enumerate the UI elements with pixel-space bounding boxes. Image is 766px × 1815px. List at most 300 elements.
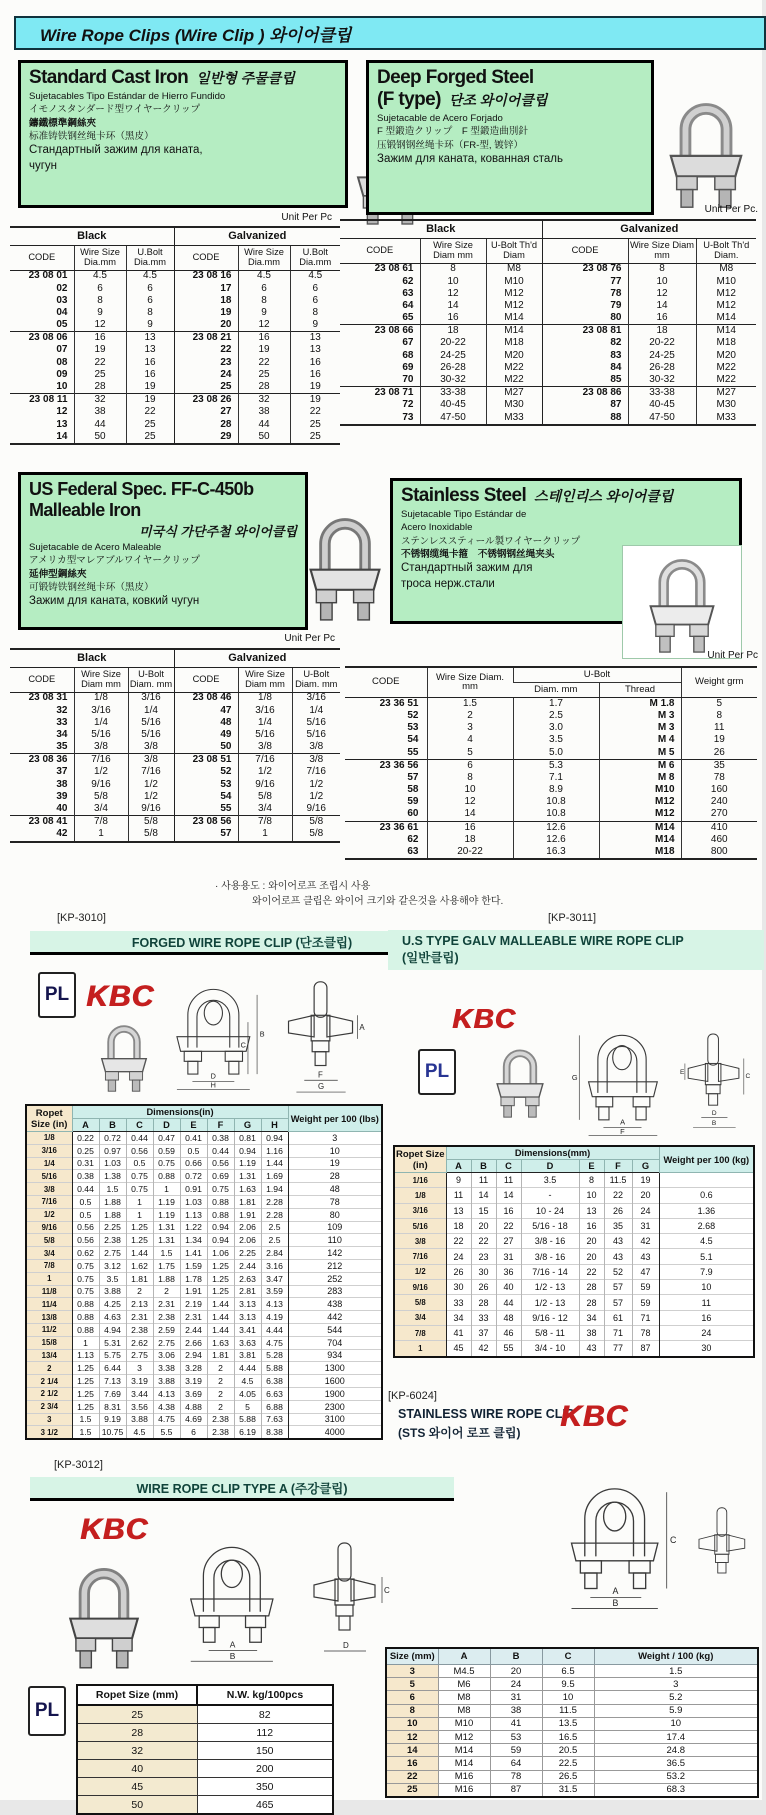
table-cell: M8 xyxy=(438,1691,490,1704)
table-cell: 3.81 xyxy=(234,1349,261,1362)
dim-label: G xyxy=(318,1082,325,1092)
table-cell: 11 xyxy=(496,1173,521,1188)
stainless-line: Sujetacable Tipo Estándar de xyxy=(401,509,527,520)
stainless-line: Стандартный зажим для xyxy=(401,562,533,575)
table-cell: 0.6 xyxy=(659,1188,754,1203)
table-row xyxy=(26,1400,382,1413)
table-cell: 1.69 xyxy=(261,1170,288,1183)
table-row xyxy=(394,1341,754,1357)
table-cell: 4.5 xyxy=(290,270,340,283)
table-cell: 19 xyxy=(74,345,126,357)
table-cell: 8 xyxy=(290,307,340,319)
table-row xyxy=(10,332,340,345)
table-cell: 5/16 xyxy=(292,717,340,729)
table-cell: 44 xyxy=(238,419,290,431)
usage-note-line2: 와이어로프 클립은 와이어 크기와 같은것을 사용해야 한다. xyxy=(252,896,504,907)
table-cell: 23 08 16 xyxy=(174,270,238,283)
wire-clip-image xyxy=(662,85,750,215)
table-row xyxy=(394,1218,754,1233)
table-cell: 87 xyxy=(490,1783,542,1797)
table-cell: 78 xyxy=(632,1325,659,1340)
table-cell: 1/2 xyxy=(238,767,292,779)
table-row xyxy=(26,1349,382,1362)
table-cell: 23 36 51 xyxy=(379,697,419,709)
table-cell: 4.5 xyxy=(126,270,174,283)
col-header: N.W. kg/100pcs xyxy=(197,1685,333,1705)
table-cell: 2.38 xyxy=(207,1426,234,1439)
dim-label: A xyxy=(229,1639,236,1650)
table-cell: 10 xyxy=(628,276,696,288)
kp3012-photo xyxy=(56,1554,152,1672)
table-cell: 3/8 xyxy=(394,1234,446,1249)
table-row xyxy=(26,1362,382,1375)
table-cell: 1/2 xyxy=(128,791,174,803)
table-cell: 45 xyxy=(446,1341,471,1357)
table-cell: 2.31 xyxy=(126,1311,153,1324)
table-cell: M33 xyxy=(486,412,542,425)
table-cell: 40 xyxy=(56,803,68,815)
table-cell: 23 36 56 xyxy=(345,759,427,772)
table-cell: 78 xyxy=(288,1195,382,1208)
table-cell: 41 xyxy=(490,1717,542,1730)
group-header: Galvanized xyxy=(542,220,756,239)
table-cell: 50 xyxy=(174,741,238,754)
table-cell: 9 xyxy=(446,1173,471,1188)
table-row xyxy=(10,779,340,791)
dim-label: B xyxy=(259,1029,265,1039)
deep-forged-line: 压锻钢钢丝绳卡环（FR-型, 镀锌） xyxy=(377,139,524,151)
table-cell: 20 xyxy=(490,1665,542,1678)
table-cell: 22 xyxy=(446,1234,471,1249)
table-cell: M8 xyxy=(438,1704,490,1717)
table-cell: M16 xyxy=(438,1783,490,1797)
table-cell: 9/16 xyxy=(292,803,340,816)
table-row xyxy=(394,1203,754,1218)
table-cell: 57 xyxy=(604,1280,632,1295)
table-cell: 34 xyxy=(579,1310,604,1325)
table-cell: 1.88 xyxy=(99,1208,126,1221)
table-cell: 02 xyxy=(56,282,68,294)
table-row xyxy=(340,362,756,374)
table-cell: 22 xyxy=(579,1264,604,1279)
col-header: Wire Size Diam mm xyxy=(238,668,292,693)
table-cell: 9/16 xyxy=(238,779,292,791)
table-cell: 08 xyxy=(56,356,68,368)
deep-forged-title-kr: 단조 와이어클립 xyxy=(448,92,548,108)
table-row xyxy=(345,834,757,846)
dim-letter: E xyxy=(579,1160,604,1173)
table-row xyxy=(340,374,756,387)
table-cell: 1.36 xyxy=(659,1203,754,1218)
table-cell: 5.75 xyxy=(99,1349,126,1362)
table-cell: - xyxy=(521,1188,579,1203)
table-row xyxy=(345,747,757,760)
table-cell: 23 36 61 xyxy=(345,821,427,834)
table-cell: 13/8 xyxy=(26,1311,72,1324)
table-cell: 3/4 xyxy=(26,1247,72,1260)
malleable-title2: Malleable Iron xyxy=(29,500,141,520)
table-cell: 03 xyxy=(56,294,68,306)
table-cell: 1/2 xyxy=(128,779,174,791)
table-cell: M 4 xyxy=(599,735,681,747)
table-cell: 2.68 xyxy=(659,1218,754,1233)
table-cell: 5/16 xyxy=(128,729,174,741)
table-cell: 23 08 26 xyxy=(174,394,238,407)
table-cell: 0.62 xyxy=(72,1247,99,1260)
table-cell: 16 xyxy=(628,312,696,325)
table-cell: 7/16 xyxy=(26,1195,72,1208)
table-cell: 5/8 xyxy=(394,1295,446,1310)
col-header: CODE xyxy=(345,667,427,697)
table-cell: 3 xyxy=(26,1413,72,1426)
table-row xyxy=(345,772,757,784)
table-cell: 6.88 xyxy=(261,1400,288,1413)
table-cell: 68.3 xyxy=(594,1783,758,1797)
table-row xyxy=(386,1770,758,1783)
table-cell: 59 xyxy=(632,1280,659,1295)
table-cell: 22 xyxy=(604,1188,632,1203)
table-cell: 1.7 xyxy=(513,697,599,710)
table-row xyxy=(10,803,340,816)
table-cell: 0.75 xyxy=(207,1183,234,1196)
table-row xyxy=(77,1742,333,1760)
table-cell: 9 xyxy=(290,319,340,332)
kp3011-title-strip xyxy=(388,930,764,970)
table-cell: M10 xyxy=(599,784,681,796)
table-cell: 23 08 86 xyxy=(542,387,628,400)
table-cell: 1.5 xyxy=(594,1665,758,1678)
col-header: B xyxy=(490,1648,542,1665)
table-cell: 17.4 xyxy=(594,1730,758,1743)
col-header: CODE xyxy=(10,668,74,693)
table-cell: 4.5 xyxy=(234,1375,261,1388)
table-cell: 2 xyxy=(207,1375,234,1388)
table-cell: 1.5 xyxy=(153,1247,180,1260)
table-cell: 5 xyxy=(386,1678,438,1691)
kp3010-table xyxy=(25,1104,383,1440)
table-cell: 11 xyxy=(659,1295,754,1310)
table-cell: 0.31 xyxy=(72,1157,99,1170)
table-row xyxy=(340,263,756,276)
table-cell: M 3 xyxy=(599,710,681,722)
table-cell: 38 xyxy=(490,1704,542,1717)
table-cell: 5/8 xyxy=(26,1234,72,1247)
kp3011-front-drawing xyxy=(570,1018,674,1140)
table-cell: 15 xyxy=(471,1203,496,1218)
table-row xyxy=(340,400,756,412)
table-cell: 55 xyxy=(174,803,238,816)
table-cell: M 8 xyxy=(599,772,681,784)
table-cell: 0.75 xyxy=(72,1259,99,1272)
table-cell: 1.44 xyxy=(207,1298,234,1311)
table-row xyxy=(394,1295,754,1310)
table-cell: 0.44 xyxy=(72,1183,99,1196)
table-cell: 22 xyxy=(496,1218,521,1233)
table-row xyxy=(10,270,340,283)
table-cell: M8 xyxy=(696,263,756,276)
col-header: U.Bolt Dia.mm xyxy=(290,246,340,271)
table-row xyxy=(10,295,340,307)
table-cell: 1.88 xyxy=(153,1272,180,1285)
table-cell: 71 xyxy=(604,1325,632,1340)
table-cell: 10.8 xyxy=(513,809,599,822)
table-cell: 20.5 xyxy=(542,1744,594,1757)
table-cell: 4.13 xyxy=(153,1387,180,1400)
table-cell: 6.5 xyxy=(542,1665,594,1678)
table-cell: M14 xyxy=(438,1744,490,1757)
table-row xyxy=(340,288,756,300)
table-cell: 28 xyxy=(238,381,290,394)
table-cell: 8 xyxy=(579,1173,604,1188)
table-cell: 6.63 xyxy=(261,1387,288,1400)
table-cell: 2 1/2 xyxy=(26,1387,72,1400)
table-cell: 0.56 xyxy=(207,1157,234,1170)
table-cell: 2.81 xyxy=(234,1285,261,1298)
table-cell: 16 xyxy=(126,369,174,381)
table-cell: 50 xyxy=(238,431,290,444)
table-cell: 1.34 xyxy=(180,1234,207,1247)
pl-logo-text: PL xyxy=(424,1061,450,1082)
table-cell: 1.81 xyxy=(207,1349,234,1362)
table-cell: 59 xyxy=(407,796,419,808)
table-cell: 0.88 xyxy=(72,1323,99,1336)
table-cell: 3.59 xyxy=(261,1285,288,1298)
table-cell: 8 xyxy=(427,772,513,784)
table-cell: 2.94 xyxy=(180,1349,207,1362)
table-row xyxy=(77,1778,333,1796)
dim-letter: E xyxy=(180,1119,207,1132)
table-cell: 33 xyxy=(446,1295,471,1310)
table-cell: 442 xyxy=(288,1311,382,1324)
table-cell: 1/2 xyxy=(292,791,340,803)
table-cell: 1.44 xyxy=(261,1157,288,1170)
col-header: Wire Size Dia.mm xyxy=(238,246,290,271)
dim-letter: C xyxy=(126,1119,153,1132)
table-cell: M22 xyxy=(486,362,542,374)
table-cell: 28 xyxy=(77,1724,197,1742)
table-cell: 1.31 xyxy=(153,1234,180,1247)
table-cell: 64 xyxy=(402,299,414,311)
kp3012-label: [KP-3012] xyxy=(54,1459,103,1471)
group-header: Black xyxy=(10,227,174,246)
table-cell: 12 xyxy=(238,319,290,332)
table-cell: 1/8 xyxy=(394,1188,446,1203)
table-row xyxy=(26,1247,382,1260)
table-cell: 4.63 xyxy=(99,1311,126,1324)
table-row xyxy=(394,1249,754,1264)
table-cell: 3/8 xyxy=(292,741,340,754)
table-cell: M18 xyxy=(696,338,756,350)
table-cell: 2.75 xyxy=(99,1247,126,1260)
wire-clip-image xyxy=(56,1554,152,1672)
table-cell: 7/8 xyxy=(74,816,128,829)
table-cell: 9 xyxy=(74,307,126,319)
table-row xyxy=(10,741,340,754)
col-header: U-Bolt Th'd Diam. xyxy=(696,239,756,264)
table-cell: 68 xyxy=(402,349,414,361)
table-cell: 1.44 xyxy=(207,1323,234,1336)
table-row xyxy=(10,307,340,319)
table-row xyxy=(345,809,757,822)
table-cell: 9.19 xyxy=(99,1413,126,1426)
table-cell: 28 xyxy=(174,419,238,431)
table-cell: 3.56 xyxy=(126,1400,153,1413)
col-header: Size (mm) xyxy=(386,1648,438,1665)
table-cell: 27 xyxy=(496,1234,521,1249)
table-cell: 40-45 xyxy=(420,400,486,412)
table-row xyxy=(26,1195,382,1208)
table-cell: 61 xyxy=(604,1310,632,1325)
table-cell: 7/16 xyxy=(128,767,174,779)
table-cell: M12 xyxy=(696,300,756,312)
table-cell: 410 xyxy=(681,821,757,834)
table-cell: M14 xyxy=(599,834,681,846)
col-header: U.Bolt Dia.mm xyxy=(126,246,174,271)
stainless-line: 不锈钢缆绳卡箍 不锈钢钢丝绳夹头 xyxy=(401,548,555,560)
table-cell: 3/16 xyxy=(26,1144,72,1157)
table-cell: 23 08 61 xyxy=(374,263,414,275)
table-row xyxy=(394,1234,754,1249)
table-cell: 5/8 xyxy=(74,791,128,803)
dim-label: B xyxy=(612,1598,619,1609)
table-cell: 28 xyxy=(288,1170,382,1183)
table-cell: 22 xyxy=(174,345,238,357)
table-cell: 23 08 76 xyxy=(542,263,628,276)
dim-letter: G xyxy=(632,1160,659,1173)
table-cell: 55 xyxy=(407,746,419,758)
table-cell: 22 xyxy=(290,407,340,419)
table-row xyxy=(77,1796,333,1815)
table-row xyxy=(386,1783,758,1797)
dim-letter: F xyxy=(604,1160,632,1173)
dim-label: F xyxy=(318,1070,323,1080)
deep-forged-line: Sujetacable de Acero Forjado xyxy=(377,113,503,124)
dim-label: A xyxy=(620,1117,626,1127)
table-cell: 47 xyxy=(632,1264,659,1279)
table-cell: 10.75 xyxy=(99,1426,126,1439)
table-cell: 6 xyxy=(290,283,340,295)
table-cell: 800 xyxy=(681,846,757,859)
table-cell: 3.38 xyxy=(153,1362,180,1375)
table-cell: 1.03 xyxy=(99,1157,126,1170)
table-cell: 62 xyxy=(402,275,414,287)
table-cell: 1.91 xyxy=(180,1285,207,1298)
table-cell: 5.1 xyxy=(659,1249,754,1264)
table-cell: 54 xyxy=(407,734,419,746)
dim-letter: G xyxy=(234,1119,261,1132)
kp3011-photo xyxy=(487,1040,553,1120)
table-cell: 13 xyxy=(126,332,174,345)
cast-iron-table xyxy=(10,226,340,445)
table-cell: 82 xyxy=(197,1705,333,1724)
table-cell: 31 xyxy=(632,1218,659,1233)
table-row xyxy=(26,1323,382,1336)
table-cell: 2 xyxy=(126,1285,153,1298)
table-cell: 0.69 xyxy=(207,1170,234,1183)
table-cell: 160 xyxy=(681,784,757,796)
table-cell: 4.75 xyxy=(153,1413,180,1426)
kbc-logo: KBC xyxy=(452,1003,516,1034)
stainless-title-kr: 스테인리스 와이어클립 xyxy=(534,488,674,504)
table-row xyxy=(10,829,340,842)
table-cell: 1/2 xyxy=(394,1264,446,1279)
table-cell: 1.06 xyxy=(207,1247,234,1260)
table-cell: 11/8 xyxy=(26,1285,72,1298)
table-cell: 0.47 xyxy=(153,1132,180,1145)
table-cell: 16 xyxy=(579,1218,604,1233)
table-cell: 23 08 56 xyxy=(174,816,238,829)
table-cell: 1/4 xyxy=(74,717,128,729)
dim-label: F xyxy=(620,1126,625,1136)
table-cell: 0.5 xyxy=(72,1208,99,1221)
table-cell: 77 xyxy=(604,1341,632,1357)
cast-iron-line: Стандартный зажим для каната, xyxy=(29,144,203,157)
table-cell: 5 xyxy=(234,1400,261,1413)
table-cell: 13 xyxy=(290,332,340,345)
table-cell: 20 xyxy=(579,1234,604,1249)
table-cell: 1.19 xyxy=(153,1195,180,1208)
table-cell: 19 xyxy=(290,381,340,394)
table-cell: 1.19 xyxy=(234,1157,261,1170)
table-cell: 20 xyxy=(579,1249,604,1264)
table-cell: 13 xyxy=(290,345,340,357)
table-row xyxy=(340,350,756,362)
table-cell: 18 xyxy=(174,295,238,307)
table-cell: 19 xyxy=(290,394,340,407)
table-cell: 26.5 xyxy=(542,1770,594,1783)
table-cell: 3.13 xyxy=(234,1311,261,1324)
table-cell: 57 xyxy=(174,829,238,842)
table-row xyxy=(386,1665,758,1678)
table-cell: 8 xyxy=(238,295,290,307)
table-cell: 7/8 xyxy=(394,1325,446,1340)
dim-label: E xyxy=(680,1069,685,1077)
deep-forged-box xyxy=(366,60,654,215)
dim-label: B xyxy=(229,1651,236,1662)
table-cell: 67 xyxy=(402,337,414,349)
table-cell: 3/16 xyxy=(74,705,128,717)
table-cell: 16 xyxy=(420,312,486,325)
table-cell: 1/4 xyxy=(26,1157,72,1170)
dim-label: D xyxy=(343,1641,349,1650)
deep-forged-table xyxy=(340,219,756,426)
kp6024-label: [KP-6024] xyxy=(388,1390,437,1402)
table-cell: 24 xyxy=(659,1325,754,1340)
table-cell: 1/2 xyxy=(292,779,340,791)
table-cell: 10 xyxy=(386,1717,438,1730)
table-cell: 10 xyxy=(427,784,513,796)
table-cell: 24-25 xyxy=(420,350,486,362)
table-row xyxy=(345,710,757,722)
table-cell: 25 xyxy=(290,419,340,431)
table-cell: 0.75 xyxy=(126,1183,153,1196)
table-cell: 10 xyxy=(542,1691,594,1704)
table-cell: 6 xyxy=(180,1426,207,1439)
table-cell: 22 xyxy=(126,407,174,419)
table-cell: 13/4 xyxy=(26,1349,72,1362)
table-cell: 5/16 xyxy=(292,729,340,741)
table-cell: 2 xyxy=(26,1362,72,1375)
table-cell: 52 xyxy=(174,767,238,779)
table-cell: 26 xyxy=(446,1264,471,1279)
table-cell: 5 xyxy=(681,697,757,710)
table-cell: 3 xyxy=(386,1665,438,1678)
table-cell: M14 xyxy=(696,325,756,338)
table-cell: 78 xyxy=(490,1770,542,1783)
table-cell: 5.0 xyxy=(513,747,599,760)
table-cell: 20-22 xyxy=(427,846,513,859)
table-cell: 0.88 xyxy=(72,1311,99,1324)
